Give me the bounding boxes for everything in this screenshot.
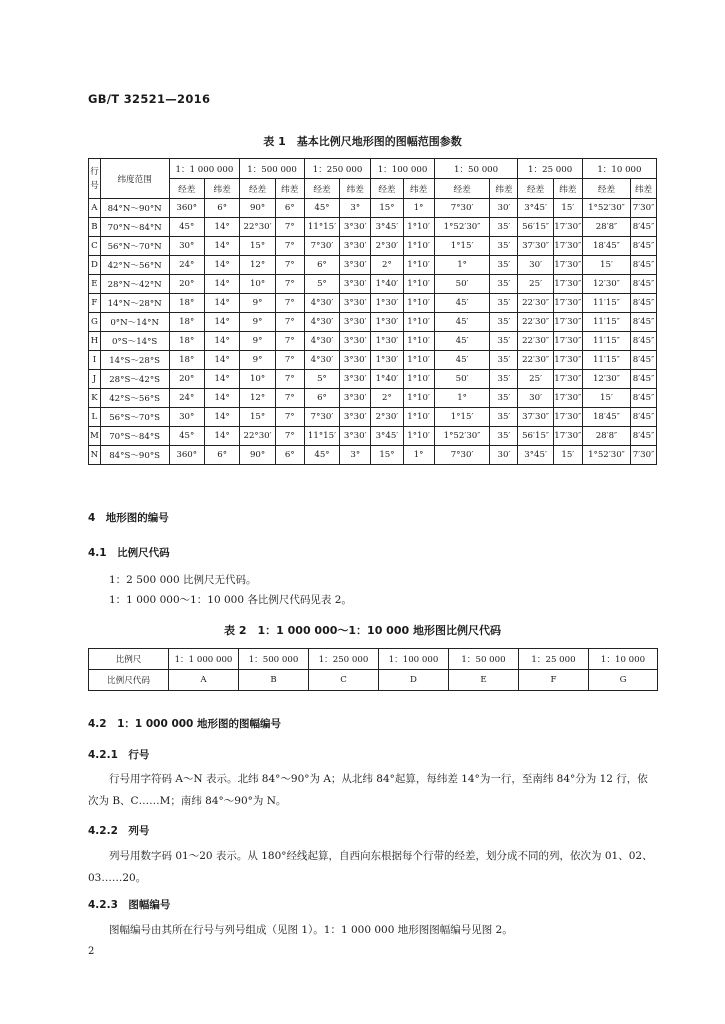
table-cell: 14° [204, 256, 239, 275]
table-cell: 3°45′ [371, 427, 403, 446]
lat-range-cell: 56°N～70°N [100, 237, 169, 256]
table-cell: 5° [304, 370, 339, 389]
th-code-label: 比例尺代码 [89, 670, 169, 691]
row-letter-cell: A [89, 199, 101, 218]
table-row [89, 332, 657, 351]
th-lat-diff: 纬差 [340, 179, 371, 199]
table-cell: 1°10′ [403, 218, 434, 237]
table-row [89, 370, 657, 389]
table-cell: 1° [403, 446, 434, 465]
th-lat-diff: 纬差 [631, 179, 657, 199]
table-cell: 7° [275, 351, 304, 370]
th-scale: 1：25 000 [518, 159, 582, 179]
th-lon-diff: 经差 [304, 179, 339, 199]
table-cell: 3°30′ [340, 427, 371, 446]
table-cell: 56′15″ [518, 427, 553, 446]
row-letter-cell: K [89, 389, 101, 408]
table-cell: 35′ [490, 408, 518, 427]
lat-range-cell: 84°S～90°S [100, 446, 169, 465]
paragraph: 1：1 000 000～1：10 000 各比例尺代码见表 2。 [109, 594, 352, 606]
table-cell: 35′ [490, 237, 518, 256]
table-cell: 14° [204, 389, 239, 408]
table-cell: 35′ [490, 275, 518, 294]
table-cell: 6° [304, 256, 339, 275]
section-4-2-1-heading: 4.2.1 行号 [88, 749, 150, 761]
section-4-2-2-heading: 4.2.2 列号 [88, 825, 150, 837]
th-lat-diff: 纬差 [204, 179, 239, 199]
table-row [89, 351, 657, 370]
table-cell: 11′15″ [582, 294, 630, 313]
th-lat-range: 纬度范围 [100, 159, 169, 199]
table-cell: 1° [434, 389, 490, 408]
table-cell: 35′ [490, 427, 518, 446]
table-cell: 1°30′ [371, 313, 403, 332]
table-cell: 37′30″ [518, 408, 553, 427]
table-cell: 9° [240, 294, 275, 313]
table-cell: 22′30″ [518, 294, 553, 313]
table2-cell: 1：500 000 [239, 649, 309, 670]
table-cell: 7° [275, 275, 304, 294]
table1-body [89, 199, 657, 465]
table-cell: 1° [434, 256, 490, 275]
table-row [89, 275, 657, 294]
table-cell: 45° [304, 199, 339, 218]
table-cell: 17′30″ [553, 370, 582, 389]
table-cell: 1°10′ [403, 275, 434, 294]
table-cell: 1°52′30″ [434, 427, 490, 446]
th-lon-diff: 经差 [169, 179, 204, 199]
table-cell: 8′45″ [631, 370, 657, 389]
table-row [89, 446, 657, 465]
table-cell: 8′45″ [631, 275, 657, 294]
table-cell: 12′30″ [582, 370, 630, 389]
table-cell: 45° [304, 446, 339, 465]
table-cell: 20° [169, 275, 204, 294]
lat-range-cell: 70°S～84°S [100, 427, 169, 446]
paragraph: 行号用字符码 A～N 表示。北纬 84°～90°为 A；从北纬 84°起算，每纬差 14°为一行，至南纬 84°分为 12 行，依次为 B、C……M；南纬 84°～90°为 N。 [88, 773, 648, 807]
table-cell: 15′ [582, 256, 630, 275]
table-cell: 17′30″ [553, 351, 582, 370]
lat-range-cell: 56°S～70°S [100, 408, 169, 427]
table-cell: 2° [371, 256, 403, 275]
table-cell: 14° [204, 218, 239, 237]
table-cell: 1°10′ [403, 351, 434, 370]
table-cell: 45′ [434, 351, 490, 370]
table-cell: 11′15″ [582, 351, 630, 370]
th-scale: 1：50 000 [434, 159, 518, 179]
table-cell: 6° [275, 199, 304, 218]
section-4-heading: 4 地形图的编号 [88, 512, 169, 524]
row-letter-cell: N [89, 446, 101, 465]
table-cell: 2°30′ [371, 237, 403, 256]
table-cell: 12′30″ [582, 275, 630, 294]
table-cell: 17′30″ [553, 294, 582, 313]
table-cell: 1°10′ [403, 256, 434, 275]
table-cell: 50′ [434, 275, 490, 294]
table1 [88, 158, 657, 465]
table-row [89, 199, 657, 218]
th-lon-diff: 经差 [434, 179, 490, 199]
table-cell: 7°30′ [434, 446, 490, 465]
th-lon-diff: 经差 [371, 179, 403, 199]
row-letter-cell: F [89, 294, 101, 313]
th-row-number: 行号 [89, 159, 101, 199]
table-cell: 22°30′ [240, 218, 275, 237]
table-cell: 7′30″ [631, 199, 657, 218]
table-cell: 3°30′ [340, 256, 371, 275]
table-cell: 15° [240, 237, 275, 256]
table2-cell: C [309, 670, 379, 691]
table-cell: 7°30′ [304, 237, 339, 256]
table-cell: 1°15′ [434, 237, 490, 256]
th-lat-diff: 纬差 [490, 179, 518, 199]
table-row [89, 294, 657, 313]
table-cell: 2° [371, 389, 403, 408]
table-cell: 17′30″ [553, 237, 582, 256]
table-row [89, 218, 657, 237]
table-cell: 22°30′ [240, 427, 275, 446]
table-cell: 45′ [434, 294, 490, 313]
table-cell: 22′30″ [518, 332, 553, 351]
table-cell: 7° [275, 237, 304, 256]
table-cell: 1° [403, 199, 434, 218]
table-cell: 12° [240, 389, 275, 408]
table-cell: 14° [204, 427, 239, 446]
th-scale: 1：500 000 [240, 159, 304, 179]
table-cell: 1°10′ [403, 408, 434, 427]
table2-cell: 1：25 000 [519, 649, 589, 670]
table-row [89, 313, 657, 332]
table-cell: 18′45″ [582, 408, 630, 427]
section-4-2-heading: 4.2 1：1 000 000 地形图的图幅编号 [88, 718, 282, 730]
table2-cell: 1：250 000 [309, 649, 379, 670]
table-cell: 3°45′ [518, 446, 553, 465]
lat-range-cell: 0°N～14°N [100, 313, 169, 332]
table-cell: 17′30″ [553, 218, 582, 237]
table-cell: 56′15″ [518, 218, 553, 237]
table-cell: 14° [204, 370, 239, 389]
table-cell: 14° [204, 313, 239, 332]
table-cell: 20° [169, 370, 204, 389]
row-letter-cell: D [89, 256, 101, 275]
table2-cell: D [379, 670, 449, 691]
th-lon-diff: 经差 [518, 179, 553, 199]
row-letter-cell: J [89, 370, 101, 389]
table-cell: 8′45″ [631, 237, 657, 256]
table-cell: 8′45″ [631, 256, 657, 275]
table-cell: 1°10′ [403, 332, 434, 351]
table-cell: 6° [204, 446, 239, 465]
table-cell: 1°40′ [371, 275, 403, 294]
table-row [89, 256, 657, 275]
table-cell: 7° [275, 332, 304, 351]
lat-range-cell: 14°N～28°N [100, 294, 169, 313]
table-cell: 1°10′ [403, 427, 434, 446]
table-cell: 7° [275, 256, 304, 275]
table2-cell: F [519, 670, 589, 691]
table-cell: 3°30′ [340, 237, 371, 256]
paragraph: 1：2 500 000 比例尺无代码。 [109, 574, 257, 586]
table-cell: 6° [275, 446, 304, 465]
table-cell: 4°30′ [304, 313, 339, 332]
section-4-2-3-heading: 4.2.3 图幅编号 [88, 899, 171, 911]
table-cell: 4°30′ [304, 351, 339, 370]
table-cell: 3°30′ [340, 218, 371, 237]
table-cell: 9° [240, 332, 275, 351]
row-letter-cell: I [89, 351, 101, 370]
table-cell: 17′30″ [553, 313, 582, 332]
table-cell: 1°15′ [434, 408, 490, 427]
table-cell: 9° [240, 351, 275, 370]
row-letter-cell: C [89, 237, 101, 256]
table-cell: 17′30″ [553, 408, 582, 427]
table-cell: 8′45″ [631, 389, 657, 408]
paragraph: 图幅编号由其所在行号与列号组成（见图 1）。1：1 000 000 地形图图幅编号见图 2。 [109, 924, 513, 936]
table-cell: 1°10′ [403, 370, 434, 389]
lat-range-cell: 28°N～42°N [100, 275, 169, 294]
table-cell: 18° [169, 313, 204, 332]
table2 [88, 648, 658, 691]
table2-caption: 表 2 1：1 000 000～1：10 000 地形图比例尺代码 [224, 624, 501, 637]
table-cell: 22′30″ [518, 351, 553, 370]
table-cell: 3°30′ [340, 294, 371, 313]
table-cell: 3°30′ [340, 275, 371, 294]
th-scale: 1：1 000 000 [169, 159, 240, 179]
th-lon-diff: 经差 [240, 179, 275, 199]
table-cell: 14° [204, 408, 239, 427]
table-cell: 1°52′30″ [434, 218, 490, 237]
lat-range-cell: 0°S～14°S [100, 332, 169, 351]
table-cell: 15′ [553, 446, 582, 465]
table1-subheader-row [89, 179, 657, 199]
table-cell: 1°10′ [403, 313, 434, 332]
table-cell: 1°40′ [371, 370, 403, 389]
table-cell: 30° [169, 408, 204, 427]
lat-range-cell: 70°N～84°N [100, 218, 169, 237]
table-cell: 3°30′ [340, 332, 371, 351]
table2-cell: 1：10 000 [589, 649, 658, 670]
standard-header: GB/T 32521—2016 [88, 92, 211, 106]
table2-cell: 1：100 000 [379, 649, 449, 670]
table-cell: 1°52′30″ [582, 199, 630, 218]
table-cell: 35′ [490, 389, 518, 408]
th-lon-diff: 经差 [582, 179, 630, 199]
row-letter-cell: E [89, 275, 101, 294]
table-cell: 28′8″ [582, 218, 630, 237]
table-cell: 18° [169, 294, 204, 313]
table-cell: 11′15″ [582, 313, 630, 332]
table-cell: 14° [204, 332, 239, 351]
table-cell: 24° [169, 256, 204, 275]
table2-scale-row [89, 649, 658, 670]
table-cell: 15′ [553, 199, 582, 218]
page-number: 2 [88, 946, 95, 957]
table-cell: 14° [204, 294, 239, 313]
table-cell: 10° [240, 275, 275, 294]
table-cell: 6° [304, 389, 339, 408]
table-cell: 7° [275, 427, 304, 446]
table2-cell: A [169, 670, 239, 691]
row-letter-cell: G [89, 313, 101, 332]
table-cell: 8′45″ [631, 218, 657, 237]
table-cell: 17′30″ [553, 389, 582, 408]
table-cell: 8′45″ [631, 408, 657, 427]
table-cell: 360° [169, 446, 204, 465]
table2-cell: E [449, 670, 519, 691]
table-cell: 17′30″ [553, 427, 582, 446]
th-scale: 1：10 000 [582, 159, 656, 179]
table-cell: 3°30′ [340, 408, 371, 427]
table-cell: 8′45″ [631, 427, 657, 446]
table-row [89, 389, 657, 408]
table-cell: 9° [240, 313, 275, 332]
table-cell: 3°30′ [340, 313, 371, 332]
table-cell: 50′ [434, 370, 490, 389]
table-cell: 7° [275, 294, 304, 313]
table-cell: 4°30′ [304, 332, 339, 351]
table-cell: 25′ [518, 370, 553, 389]
table-cell: 30′ [518, 256, 553, 275]
table-cell: 15′ [582, 389, 630, 408]
table-cell: 30° [169, 237, 204, 256]
row-letter-cell: H [89, 332, 101, 351]
table-cell: 14° [204, 351, 239, 370]
table-cell: 17′30″ [553, 332, 582, 351]
table-cell: 1°10′ [403, 294, 434, 313]
table1-caption: 表 1 基本比例尺地形图的图幅范围参数 [263, 135, 462, 148]
table-cell: 3° [340, 199, 371, 218]
th-lat-diff: 纬差 [403, 179, 434, 199]
th-scale: 1：250 000 [304, 159, 371, 179]
table-cell: 18′45″ [582, 237, 630, 256]
table2-cell: B [239, 670, 309, 691]
table-cell: 8′45″ [631, 351, 657, 370]
table-cell: 5° [304, 275, 339, 294]
table-cell: 12° [240, 256, 275, 275]
table-cell: 14° [204, 275, 239, 294]
table-cell: 90° [240, 446, 275, 465]
th-scale-label: 比例尺 [89, 649, 169, 670]
table-cell: 3°30′ [340, 389, 371, 408]
table-cell: 15° [371, 199, 403, 218]
table2-code-row [89, 670, 658, 691]
table-cell: 3°45′ [518, 199, 553, 218]
table-row [89, 427, 657, 446]
table-cell: 7′30″ [631, 446, 657, 465]
row-letter-cell: L [89, 408, 101, 427]
table-cell: 11°15′ [304, 427, 339, 446]
table-cell: 11′15″ [582, 332, 630, 351]
table-cell: 4°30′ [304, 294, 339, 313]
row-letter-cell: M [89, 427, 101, 446]
table-cell: 3° [340, 446, 371, 465]
table-cell: 3°30′ [340, 370, 371, 389]
th-scale: 1：100 000 [371, 159, 434, 179]
table-cell: 17′30″ [553, 256, 582, 275]
table-cell: 7° [275, 389, 304, 408]
table-cell: 15° [371, 446, 403, 465]
table-cell: 18° [169, 332, 204, 351]
table-cell: 90° [240, 199, 275, 218]
table-cell: 18° [169, 351, 204, 370]
table-cell: 35′ [490, 332, 518, 351]
table-cell: 7° [275, 218, 304, 237]
table-cell: 22′30″ [518, 313, 553, 332]
table-cell: 10° [240, 370, 275, 389]
row-letter-cell: B [89, 218, 101, 237]
table-cell: 7°30′ [434, 199, 490, 218]
table-cell: 30′ [518, 389, 553, 408]
table-cell: 1°52′30″ [582, 446, 630, 465]
table-row [89, 237, 657, 256]
table-cell: 35′ [490, 218, 518, 237]
lat-range-cell: 28°S～42°S [100, 370, 169, 389]
lat-range-cell: 84°N～90°N [100, 199, 169, 218]
table-cell: 37′30″ [518, 237, 553, 256]
table2-cell: 1：1 000 000 [169, 649, 239, 670]
table-cell: 1°30′ [371, 351, 403, 370]
table-cell: 35′ [490, 370, 518, 389]
table-cell: 35′ [490, 256, 518, 275]
th-lat-diff: 纬差 [275, 179, 304, 199]
lat-range-cell: 42°S～56°S [100, 389, 169, 408]
table-cell: 7° [275, 313, 304, 332]
table-cell: 8′45″ [631, 294, 657, 313]
table-cell: 15° [240, 408, 275, 427]
table-cell: 28′8″ [582, 427, 630, 446]
table-cell: 7°30′ [304, 408, 339, 427]
paragraph: 列号用数字码 01～20 表示。从 180°经线起算，自西向东根据每个行带的经差，划分成不同的列，依次为 01、02、03……20。 [88, 850, 653, 884]
table-cell: 30′ [490, 199, 518, 218]
table-cell: 8′45″ [631, 313, 657, 332]
table-cell: 14° [204, 237, 239, 256]
lat-range-cell: 42°N～56°N [100, 256, 169, 275]
table-cell: 35′ [490, 351, 518, 370]
table-cell: 1°30′ [371, 294, 403, 313]
table2-cell: G [589, 670, 658, 691]
table-cell: 11°15′ [304, 218, 339, 237]
table-cell: 3°30′ [340, 351, 371, 370]
section-4-1-heading: 4.1 比例尺代码 [88, 547, 170, 559]
table-cell: 8′45″ [631, 332, 657, 351]
table-cell: 30′ [490, 446, 518, 465]
table-cell: 7° [275, 370, 304, 389]
table-cell: 45° [169, 427, 204, 446]
table-row [89, 408, 657, 427]
table2-cell: 1：50 000 [449, 649, 519, 670]
table-cell: 17′30″ [553, 275, 582, 294]
table-cell: 7° [275, 408, 304, 427]
th-lat-diff: 纬差 [553, 179, 582, 199]
table-cell: 35′ [490, 294, 518, 313]
table-cell: 24° [169, 389, 204, 408]
table-cell: 45′ [434, 313, 490, 332]
table-cell: 35′ [490, 313, 518, 332]
table-cell: 1°10′ [403, 237, 434, 256]
table-cell: 3°45′ [371, 218, 403, 237]
table-cell: 6° [204, 199, 239, 218]
table-cell: 45° [169, 218, 204, 237]
lat-range-cell: 14°S～28°S [100, 351, 169, 370]
table-cell: 1°10′ [403, 389, 434, 408]
table-cell: 1°30′ [371, 332, 403, 351]
table-cell: 2°30′ [371, 408, 403, 427]
table-cell: 45′ [434, 332, 490, 351]
table-cell: 25′ [518, 275, 553, 294]
table1-header-row [89, 159, 657, 179]
table-cell: 360° [169, 199, 204, 218]
